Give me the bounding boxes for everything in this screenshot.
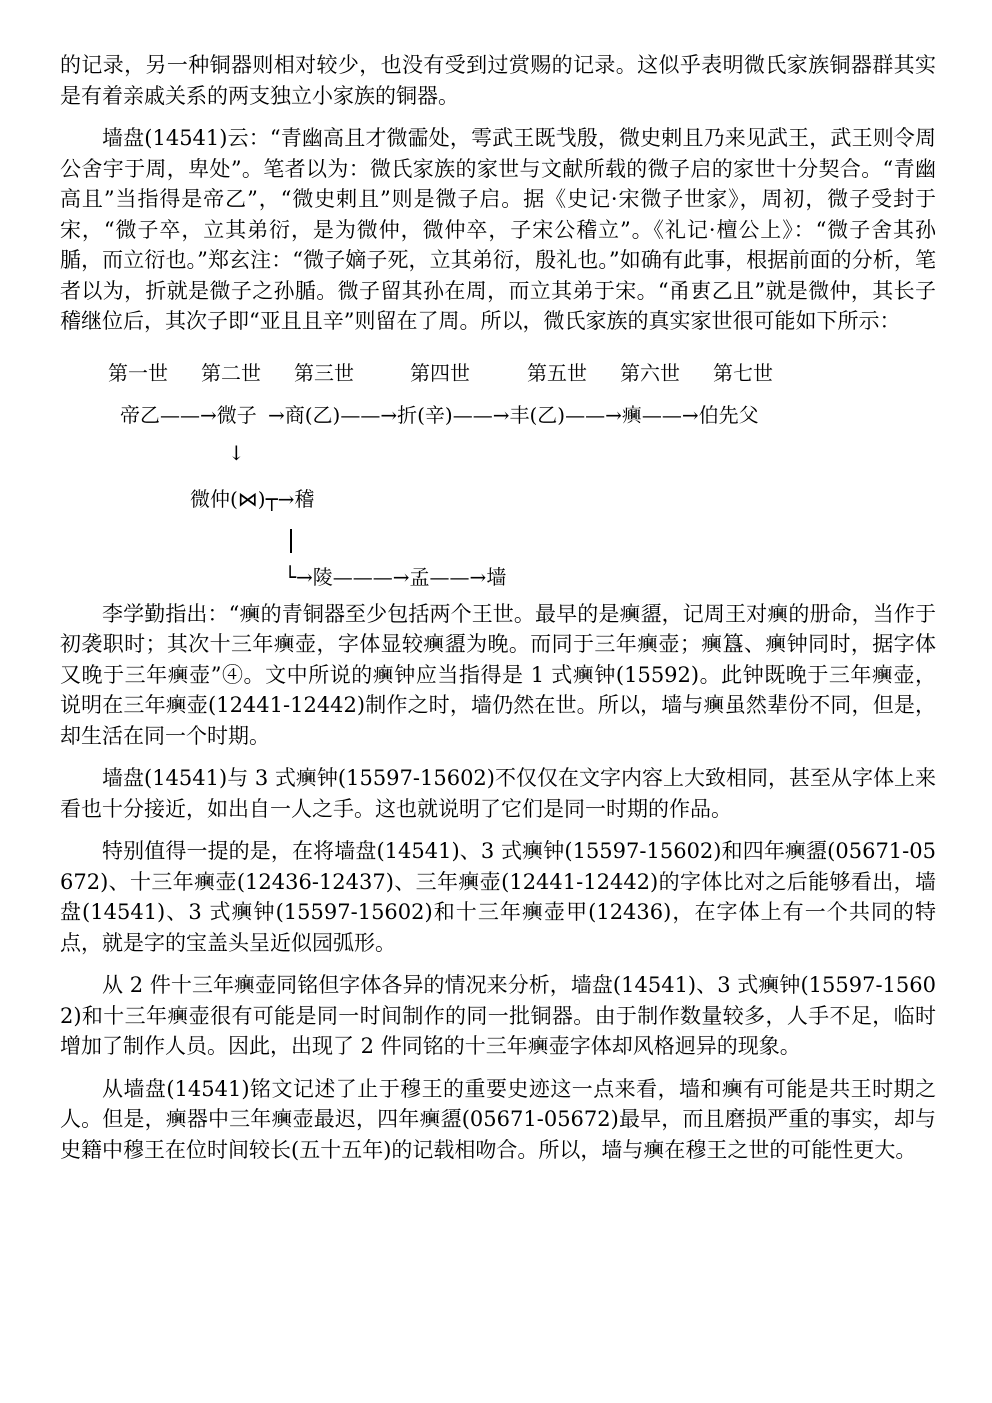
generation-label: 第三世 (294, 360, 354, 385)
generation-label: 第一世 (108, 360, 168, 385)
down-arrow: ↓ (228, 440, 245, 465)
paragraph-4: 墙盘(14541)与 3 式𤼈钟(15597-15602)不仅仅在文字内容上大致相同，甚至从字体上来看也十分接近，如出自一人之手。这也就说明了它们是同一时期的作品。 (60, 766, 936, 821)
tree-row-weizhong: 微仲(⋈)┬→稽 (190, 486, 315, 511)
generation-label: 第六世 (620, 360, 680, 385)
generation-label: 第四世 (410, 360, 470, 385)
tree-vertical-connector (290, 529, 292, 553)
family-tree-diagram (60, 349, 936, 587)
generation-label: 第五世 (527, 360, 587, 385)
paragraph-6: 从 2 件十三年𤼈壶同铭但字体各异的情况来分析，墙盘(14541)、3 式𤼈钟(15597-15602)和十三年𤼈壶很有可能是同一时间制作的同一批铜器。由于制作数量较多，人手不足，临时增加了制作人员。因此，出现了 2 件同铭的十三年𤼈壶字体却风格迥异的现象。 (60, 973, 936, 1058)
tree-row-main-line: →商(乙)——→折(辛)——→丰(乙)——→𤼈——→伯先父 (268, 402, 759, 427)
tree-row-di-yi: 帝乙——→微子 (120, 402, 257, 427)
generation-label: 第二世 (201, 360, 261, 385)
paragraph-1: 的记录，另一种铜器则相对较少，也没有受到过赏赐的记录。这似乎表明微氏家族铜器群其实是有着亲戚关系的两支独立小家族的铜器。 (60, 53, 936, 108)
paragraph-2: 墙盘(14541)云：“青幽高且才微霝处，雩武王既𢦏殷，微史剌且乃来见武王，武王则令周公舍宇于周，卑处”。笔者以为：微氏家族的家世与文献所载的微子启的家世十分契合。“青幽高且”当指得是帝乙”，“微史剌且”则是微子启。据《史记·宋微子世家》，周初，微子受封于宋，“微子卒，立其弟衍，是为微仲，微仲卒，子宋公稽立”。《礼记·檀公上》：“微子舍其孙腯，而立衍也。”郑玄注：“微子嫡子死，立其弟衍，殷礼也。”如确有此事，根据前面的分析，笔者以为，折就是微子之孙腯。微子留其孙在周，而立其弟于宋。“甬叀乙且”就是微仲，其长子稽继位后，其次子即“亚且且辛”则留在了周。所以，微氏家族的真实家世很可能如下所示： (60, 126, 936, 333)
paragraph-5: 特别值得一提的是，在将墙盘(14541)、3 式𤼈钟(15597-15602)和四年𤼈盨(05671-05672)、十三年𤼈壶(12436-12437)、三年𤼈壶(12441-12442)的字体比对之后能够看出，墙盘(14541)、3 式𤼈钟(15597-15602)和十三年𤼈壶甲(12436)，在字体上有一个共同的特点，就是字的宝盖头呈近似园弧形。 (60, 839, 936, 955)
document-page (60, 50, 936, 1177)
tree-row-ling: └→陵———→孟——→墙 (284, 564, 507, 589)
generation-label: 第七世 (713, 360, 773, 385)
paragraph-7: 从墙盘(14541)铭文记述了止于穆王的重要史迹这一点来看，墙和𤼈有可能是共王时期之人。但是，𤼈器中三年𤼈壶最迟，四年𤼈盨(05671-05672)最早，而且磨损严重的事实，却与史籍中穆王在位时间较长(五十五年)的记载相吻合。所以，墙与𤼈在穆王之世的可能性更大。 (60, 1076, 936, 1162)
paragraph-3: 李学勤指出：“𤼈的青铜器至少包括两个王世。最早的是𤼈盨，记周王对𤼈的册命，当作于初袭职时；其次十三年𤼈壶，字体显较𤼈盨为晚。而同于三年𤼈壶；𤼈簋、𤼈钟同时，据字体又晚于三年𤼈壶”④。文中所说的𤼈钟应当指得是 1 式𤼈钟(15592)。此钟既晚于三年𤼈壶，说明在三年𤼈壶(12441-12442)制作之时，墙仍然在世。所以，墙与𤼈虽然辈份不同，但是，却生活在同一个时期。 (60, 601, 936, 748)
